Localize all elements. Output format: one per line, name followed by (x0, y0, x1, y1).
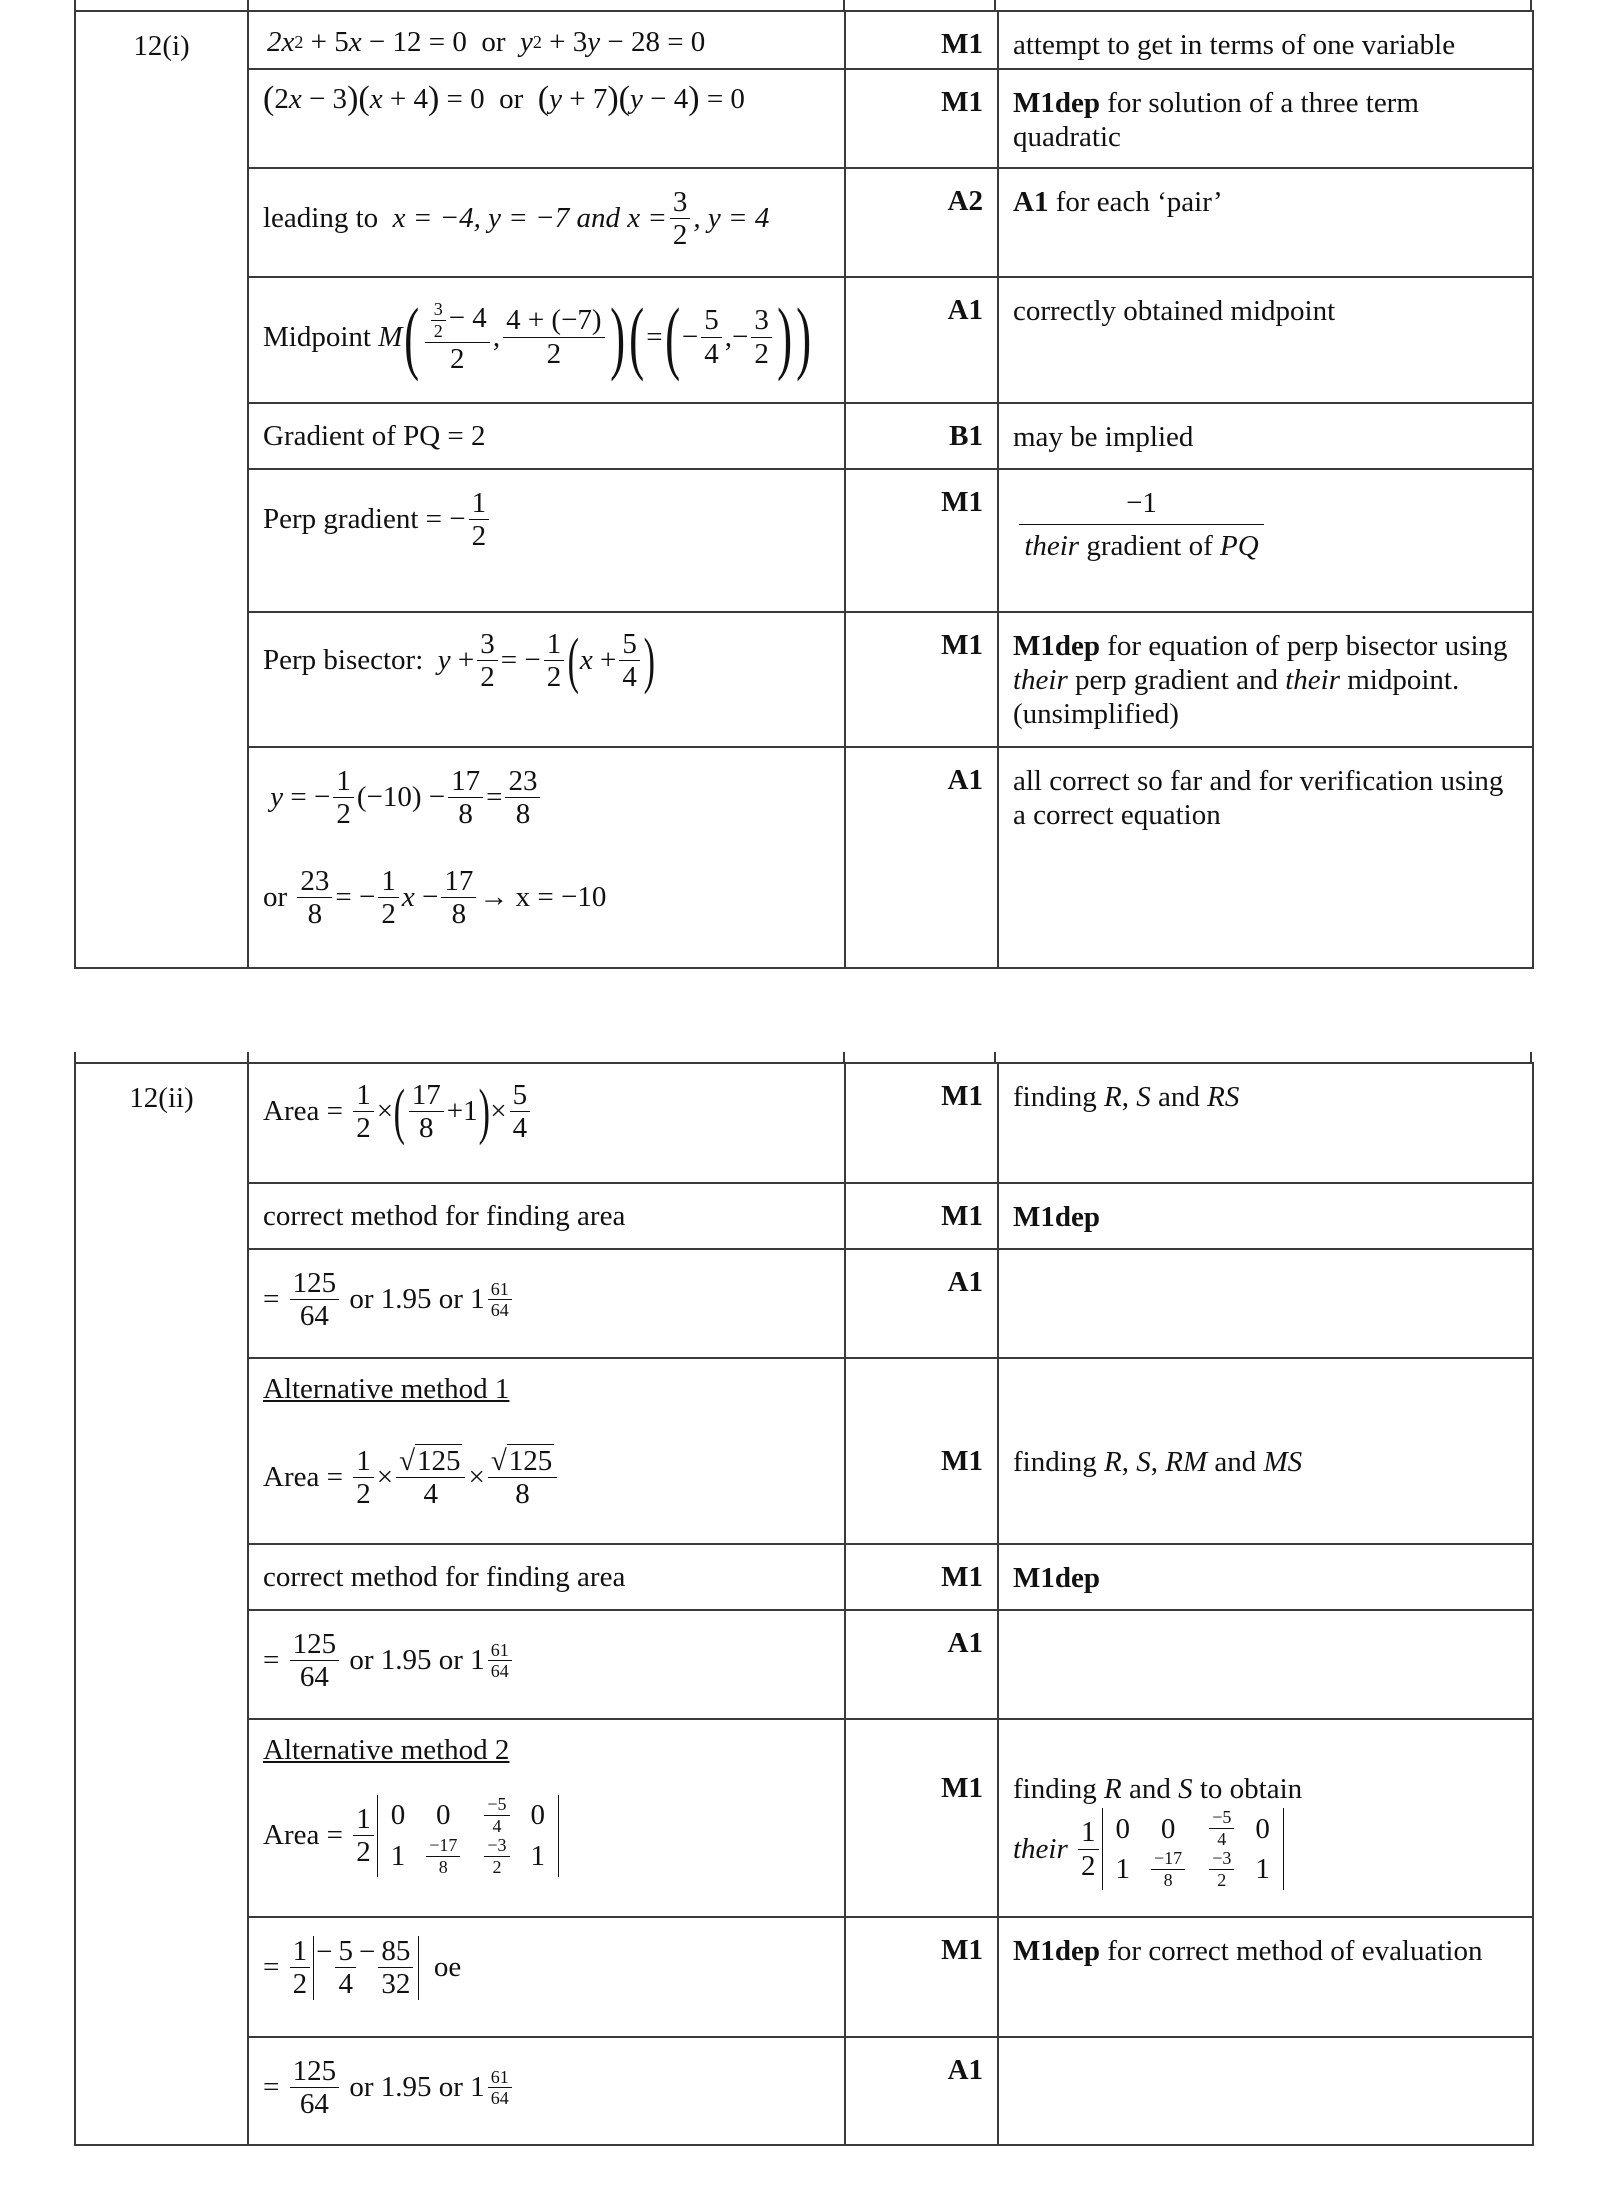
mark-scheme-table-part-ii (74, 1062, 1534, 2146)
question-number: 12(ii) (75, 1063, 248, 2145)
guidance-cell: A1 for each ‘pair’ (998, 168, 1533, 277)
guidance-cell (998, 2037, 1533, 2145)
answer-cell: Perp gradient = − $\frac{1}{2}$ (248, 469, 845, 612)
mark-code: M1 (845, 69, 998, 168)
table-row (75, 277, 1533, 403)
table-row (75, 403, 1533, 469)
guidance-cell: M1dep for solution of a three term quadratic (998, 69, 1533, 168)
shoelace-determinant: 0 0 $\frac{-5}{4}$ 0 1 $\frac{-17}{8}$ $\frac{-3}{2}$ 1 (377, 1795, 559, 1877)
answer-cell: Midpoint M ( $\frac{3}{2}$ − 4 2 , 4 + (−7) 2 ) ( = ( − 5 4 ,− 3 2 ) ) (248, 277, 845, 403)
table-row (75, 1183, 1533, 1249)
guidance-cell: finding R, S, RM and MS (998, 1358, 1533, 1544)
guidance-cell (998, 1249, 1533, 1358)
guidance-cell: attempt to get in terms of one variable (998, 11, 1533, 69)
mark-code: A1 (845, 1249, 998, 1358)
table-row (75, 1544, 1533, 1610)
mark-code: M1 (845, 1544, 998, 1610)
answer-cell: = 125 64 or 1.95 or 1 61 64 (248, 1249, 845, 1358)
answer-cell: Alternative method 1 Area = $\frac{1}{2}$ × √125 4 × √125 8 (248, 1358, 845, 1544)
mark-code: A1 (845, 2037, 998, 2145)
mark-code: M1 (845, 1183, 998, 1249)
mark-code: B1 (845, 403, 998, 469)
mark-code: M1 (845, 469, 998, 612)
answer-cell: = 1 2 − 5 4 − 85 32 oe (248, 1917, 845, 2037)
answer-cell: Alternative method 2 Area = $\frac{1}{2}$ 0 0 $\frac{-5}{4}$ 0 1 $\frac{-17}{8}$ $\frac{-3}{2}$ 1 (248, 1719, 845, 1917)
mark-code: A1 (845, 747, 998, 968)
table-row (75, 168, 1533, 277)
answer-cell: ( 2 x − 3 )( x + 4 ) = 0 or ( y + 7 )( y − 4 ) = 0 (248, 69, 845, 168)
alternative-method-title: Alternative method 1 (263, 1373, 510, 1405)
answer-cell: y = − 1 2 (−10) − 17 8 = 23 8 or 23 8 = − 1 2 x − 17 8 → x = −10 (248, 747, 845, 968)
guidance-cell: M1dep for equation of perp bisector using their perp gradient and their midpoint. (unsimplified) (998, 612, 1533, 747)
alternative-method-title: Alternative method 2 (263, 1734, 510, 1766)
answer-cell: correct method for finding area (248, 1544, 845, 1610)
answer-cell: leading to x = −4, y = −7 and x = $\frac{3}{2}$ , y = 4 (248, 168, 845, 277)
mark-code: M1 (845, 1358, 998, 1544)
guidance-cell: −1 their gradient of PQ (998, 469, 1533, 612)
guidance-cell: correctly obtained midpoint (998, 277, 1533, 403)
answer-cell: = 125 64 or 1.95 or 1 61 64 (248, 1610, 845, 1719)
question-number: 12(i) (75, 11, 248, 968)
table-row (75, 612, 1533, 747)
mark-code: M1 (845, 11, 998, 69)
guidance-cell: finding R and S to obtain their 1 2 0 0 $\frac{-5}{4}$ 0 1 $\frac{-17}{8}$ $\frac{-3}{2}$ 1 (998, 1719, 1533, 1917)
table-row (75, 2037, 1533, 2145)
table-row (75, 747, 1533, 968)
guidance-cell (998, 1610, 1533, 1719)
answer-cell: Perp bisector: y + 3 2 = − 1 2 ( x + 5 4 ) (248, 612, 845, 747)
mark-code: A1 (845, 1610, 998, 1719)
table-row (75, 11, 1533, 69)
mark-code: M1 (845, 1719, 998, 1917)
mark-scheme-table-part-i (74, 10, 1534, 969)
table-row (75, 1249, 1533, 1358)
table-top-edge (74, 0, 1532, 10)
answer-cell: Gradient of PQ = 2 (248, 403, 845, 469)
mark-code: A2 (845, 168, 998, 277)
guidance-cell: all correct so far and for verification using a correct equation (998, 747, 1533, 968)
answer-cell: 2x 2 + 5 x − 12 = 0 or y 2 + 3 y − 28 = 0 (248, 11, 845, 69)
answer-cell: = 125 64 or 1.95 or 1 61 64 (248, 2037, 845, 2145)
table-row (75, 1917, 1533, 2037)
guidance-cell: M1dep (998, 1183, 1533, 1249)
guidance-cell: M1dep (998, 1544, 1533, 1610)
mark-code: M1 (845, 1063, 998, 1183)
guidance-cell: M1dep for correct method of evaluation (998, 1917, 1533, 2037)
table-row (75, 469, 1533, 612)
guidance-cell: finding R, S and RS (998, 1063, 1533, 1183)
mark-code: M1 (845, 612, 998, 747)
table-row (75, 1063, 1533, 1183)
table-row (75, 1719, 1533, 1917)
mark-code: A1 (845, 277, 998, 403)
table-top-edge (74, 1052, 1532, 1062)
table-row (75, 1610, 1533, 1719)
guidance-cell: may be implied (998, 403, 1533, 469)
mark-code: M1 (845, 1917, 998, 2037)
table-row (75, 69, 1533, 168)
answer-cell: Area = $\frac{1}{2}$ × ( 17 8 +1 ) × 5 4 (248, 1063, 845, 1183)
answer-cell: correct method for finding area (248, 1183, 845, 1249)
table-row (75, 1358, 1533, 1544)
